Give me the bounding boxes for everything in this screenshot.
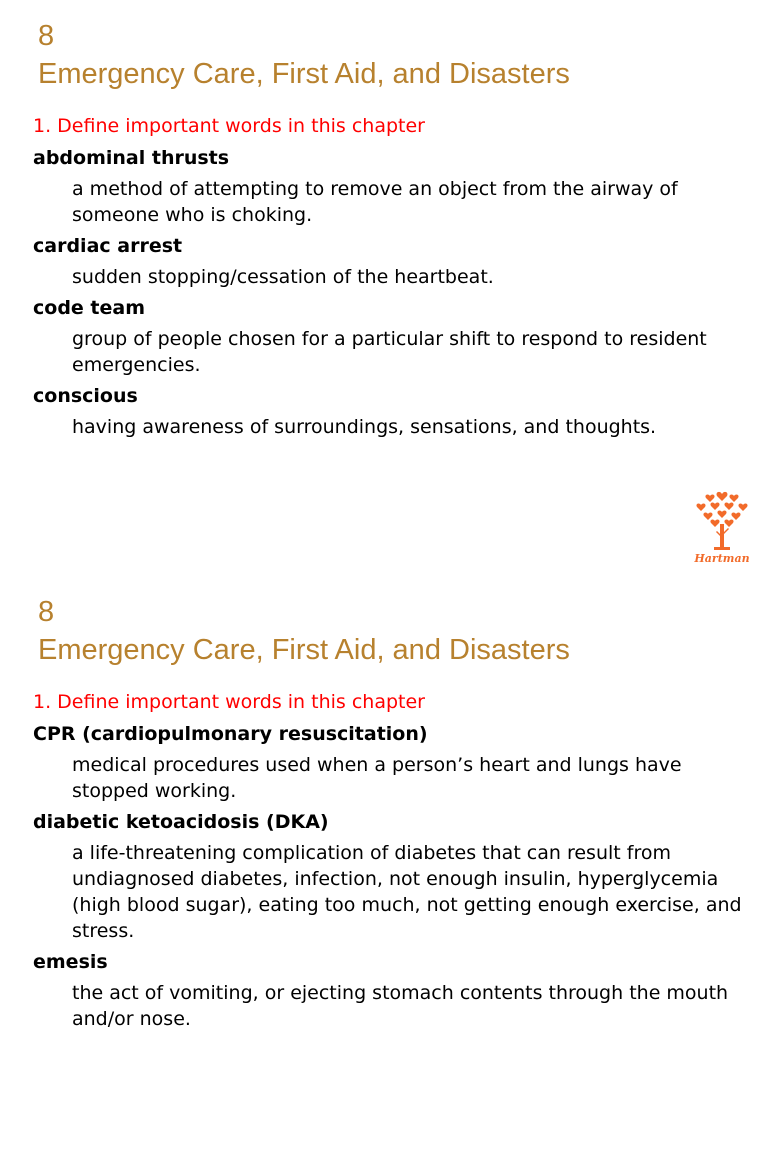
learning-objective: 1. Define important words in this chapter — [33, 115, 425, 137]
definition: the act of vomiting, or ejecting stomach contents through the mouth and/or nose. — [72, 982, 729, 1030]
learning-objective: 1. Define important words in this chapter — [33, 691, 425, 713]
definition-list — [33, 721, 748, 1037]
slide-2 — [0, 576, 768, 1152]
chapter-title: Emergency Care, First Aid, and Disasters — [38, 58, 570, 90]
term: cardiac arrest — [33, 235, 183, 257]
chapter-number: 8 — [38, 20, 55, 52]
definition: group of people chosen for a particular shift to respond to resident emergencies. — [72, 328, 707, 376]
term: diabetic ketoacidosis (DKA) — [33, 811, 329, 833]
definition: medical procedures used when a person’s heart and lungs have stopped working. — [72, 754, 682, 802]
definition: a life-threatening complication of diabetes that can result from undiagnosed diabetes, infection, not enough insulin, hyperglycemia (high blood sugar), eating too much, not getting enough exercise, and stress. — [72, 842, 742, 942]
term: emesis — [33, 951, 108, 973]
term: conscious — [33, 385, 138, 407]
heart-tree-icon — [688, 488, 756, 552]
term: abdominal thrusts — [33, 147, 230, 169]
chapter-number: 8 — [38, 596, 55, 628]
definition-list — [33, 145, 748, 445]
definition: a method of attempting to remove an object from the airway of someone who is choking. — [72, 178, 678, 226]
hartman-logo — [688, 488, 756, 570]
term: code team — [33, 297, 146, 319]
logo-wordmark: Hartman — [694, 552, 750, 565]
term: CPR (cardiopulmonary resuscitation) — [33, 723, 428, 745]
chapter-title: Emergency Care, First Aid, and Disasters — [38, 634, 570, 666]
definition: having awareness of surroundings, sensations, and thoughts. — [72, 416, 657, 438]
definition: sudden stopping/cessation of the heartbeat. — [72, 266, 494, 288]
